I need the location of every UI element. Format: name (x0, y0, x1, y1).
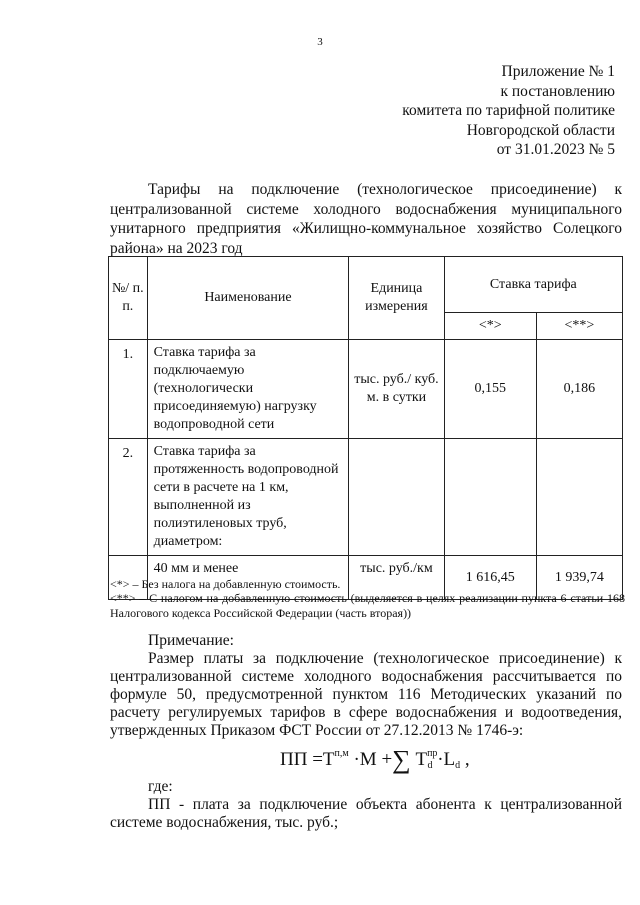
row-name: 40 мм и менее (153, 561, 239, 576)
page-number: 3 (317, 36, 323, 48)
header-name: Наименование (147, 257, 349, 340)
formula-t: Т (322, 749, 335, 770)
table-header-row (109, 257, 623, 313)
payment-formula (280, 745, 470, 775)
header-num: №/ п. п. (109, 257, 148, 340)
table-row (109, 439, 623, 556)
definition-pp: ПП - плата за подключение объекта абонента к централизованной системе водоснабжения, тыс. руб.; (110, 796, 622, 831)
row-num: 1. (109, 340, 148, 439)
header-rate-without-vat: <*> (444, 313, 536, 340)
formula-td-sub: d (427, 760, 433, 771)
row-rate-b (536, 439, 622, 556)
row-unit: тыс. руб./ куб. м. в сутки (354, 372, 439, 405)
row-name: Ставка тарифа за протяженность водопроводной сети в расчете на 1 км, выполненной из полиэтиленовых труб, диаметром: (153, 444, 339, 549)
appendix-block (402, 62, 615, 160)
header-rate-with-vat: <**> (536, 313, 622, 340)
formula-t-sup: п,м (334, 748, 349, 759)
header-rate: Ставка тарифа (444, 257, 622, 313)
formula-l: L (443, 749, 456, 770)
row-unit: тыс. руб./км (349, 556, 444, 600)
appendix-line: Новгородской области (466, 121, 615, 139)
row-rate-a: 0,155 (444, 340, 536, 439)
row-name: Ставка тарифа за подключаемую (технологически присоединяемую) нагрузку водопроводной сети (153, 345, 317, 432)
appendix-line: комитета по тарифной политике (402, 102, 615, 119)
title-text: Тарифы на подключение (технологическое присоединение) к централизованной системе холодного водоснабжения муниципального унитарного предприятия «Жилищно-коммунальное хозяйство Солецкого района» на 2023 год (110, 181, 622, 257)
document-title (110, 180, 622, 258)
row-rate-a: 1 616,45 (444, 556, 536, 600)
formula-plus: + (381, 749, 393, 770)
formula-m: М (359, 749, 377, 770)
sum-icon: ∑ (392, 745, 411, 774)
row-unit (349, 439, 444, 556)
note-text: Размер платы за подключение (технологическое присоединение) к централизованной системе холодного водоснабжения рассчитывается по формуле 50, предусмотренной пунктом 116 Методических указаний по расчету регулируемых тарифов в сфере водоснабжения и водоотведения, утвержденных Приказом ФСТ России от 27.12.2013 № 1746-э: (110, 650, 622, 739)
formula-comma: , (460, 749, 470, 770)
formula-lhs: ПП (280, 749, 308, 770)
formula-equals: = (312, 749, 323, 770)
formula-td-sup: пр (427, 748, 438, 759)
appendix-line: Приложение № 1 (501, 63, 615, 80)
row-num: 2. (109, 439, 148, 556)
header-unit: Единица измерения (349, 257, 444, 340)
row-rate-a (444, 439, 536, 556)
where-label: где: (148, 778, 173, 795)
formula-td: Т (415, 749, 428, 770)
formula-dot: · (437, 749, 444, 770)
row-rate-b: 1 939,74 (536, 556, 622, 600)
footnote-without-vat: <*> – Без налога на добавленную стоимость. (110, 577, 341, 591)
tariff-table (108, 256, 623, 600)
footnote-with-vat: <**> – С налогом на добавленную стоимость (выделяется в целях реализации пункта 6 статьи 168 Налогового кодекса Российской Федерации (часть вторая)) (110, 591, 625, 620)
appendix-line: от 31.01.2023 № 5 (496, 141, 615, 158)
appendix-line: к постановлению (500, 82, 615, 100)
row-rate-b: 0,186 (536, 340, 622, 439)
note-heading: Примечание: (148, 632, 234, 649)
formula-dot: · (353, 749, 360, 770)
formula-l-sub: d (455, 760, 461, 771)
table-row (109, 340, 623, 439)
